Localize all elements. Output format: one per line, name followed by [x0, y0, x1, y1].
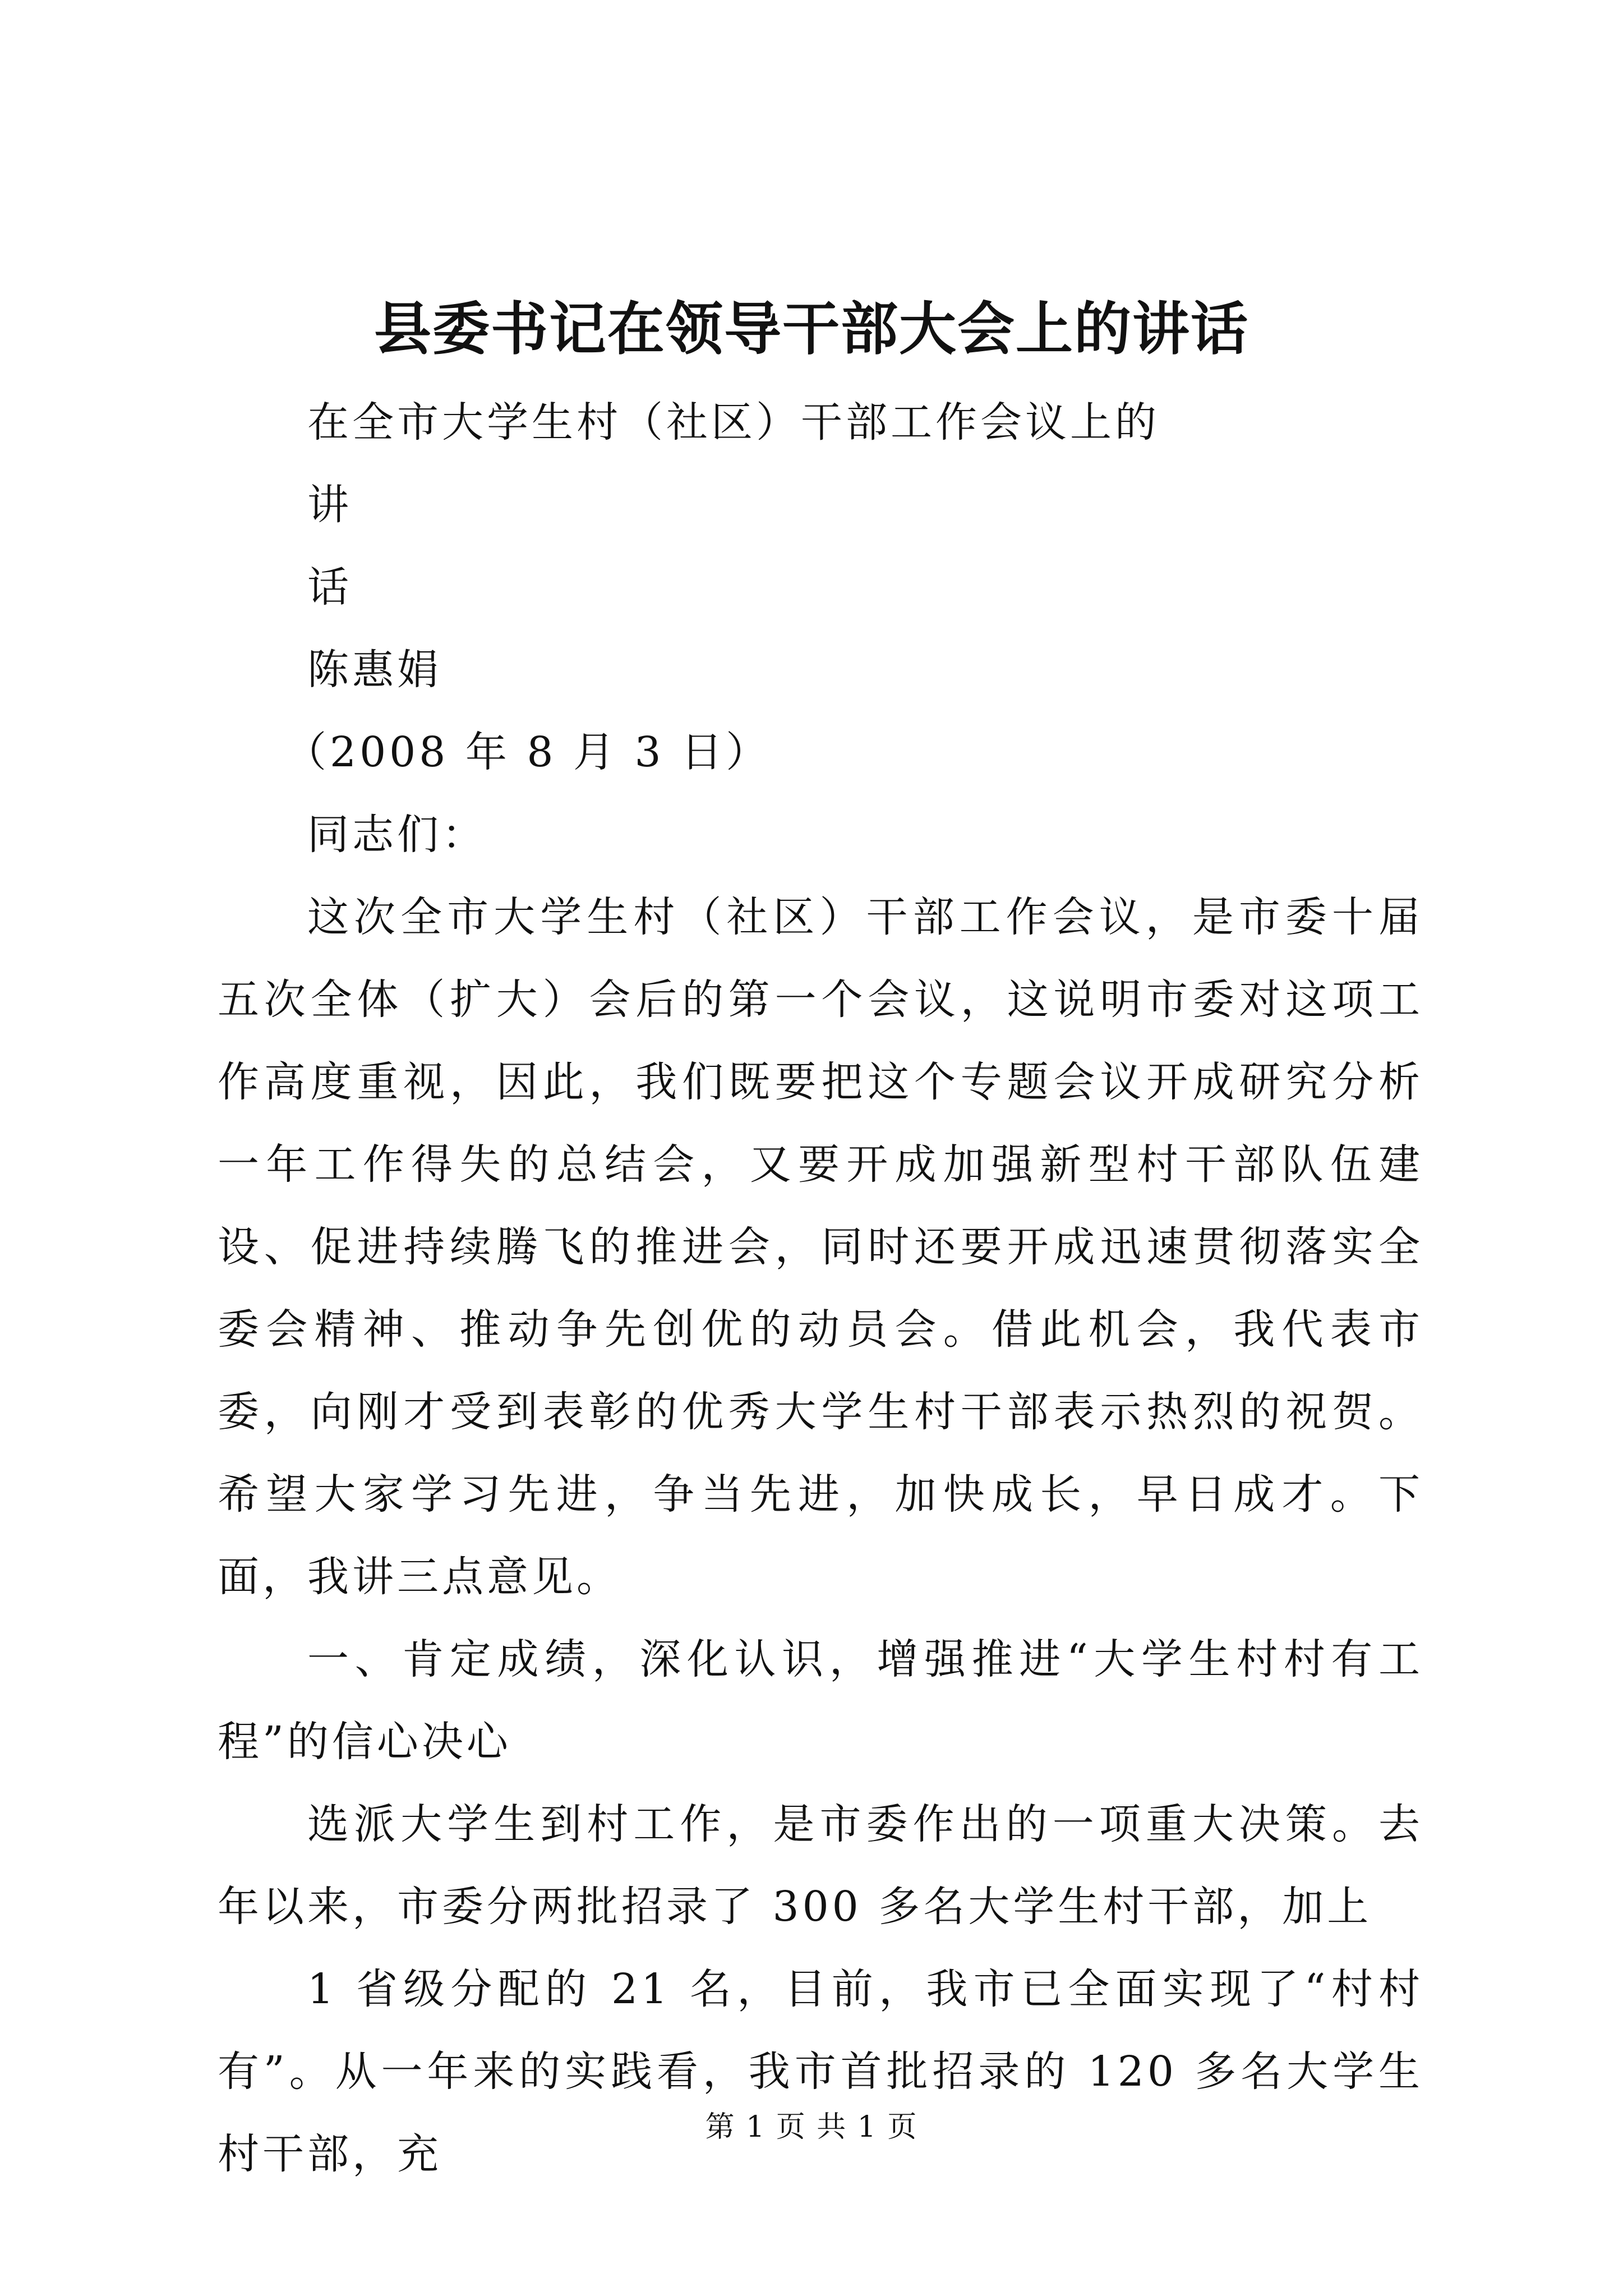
section-heading: 一、肯定成绩，深化认识，增强推进“大学生村村有工程”的信心决心	[218, 1635, 1423, 1766]
body-paragraph: 这次全市大学生村（社区）干部工作会议，是市委十届五次全体（扩大）会后的第一个会议，这说明市委对这项工作高度重视，因此，我们既要把这个专题会议开成研究分析一年工作得失的总结会，又要开成加强新型村干部队伍建设、促进持续腾飞的推进会，同时还要开成迅速贯彻落实全委会精神、推动争先创优的动员会。借此机会，我代表市委，向刚才受到表彰的优秀大学生村干部表示热烈的祝贺。希望大家学习先进，争当先进，加快成长，早日成才。下面，我讲三点意见。	[218, 893, 1423, 1601]
salutation: 同志们：	[307, 811, 487, 859]
body-paragraph: 1 省级分配的 21 名，目前，我市已全面实现了“村村有”。从一年来的实践看，我市首批招录的 120 多名大学生村干部，充	[218, 1965, 1423, 2178]
speech-date: （2008 年 8 月 3 日）	[285, 728, 771, 776]
body-paragraph: 选派大学生到村工作，是市委作出的一项重大决策。去年以来，市委分两批招录了 300 多名大学生村干部，加上	[218, 1800, 1423, 1931]
page-number-footer: 第 1 页 共 1 页	[705, 2110, 918, 2144]
author-name: 陈惠娟	[307, 646, 442, 694]
document-body	[218, 381, 1423, 2196]
subtitle-line: 话	[307, 563, 352, 611]
subtitle-line: 讲	[307, 481, 352, 529]
document-title: 县委书记在领导干部大会上的讲话	[374, 296, 1249, 363]
subtitle-line: 在全市大学生村（社区）干部工作会议上的	[307, 398, 1160, 447]
